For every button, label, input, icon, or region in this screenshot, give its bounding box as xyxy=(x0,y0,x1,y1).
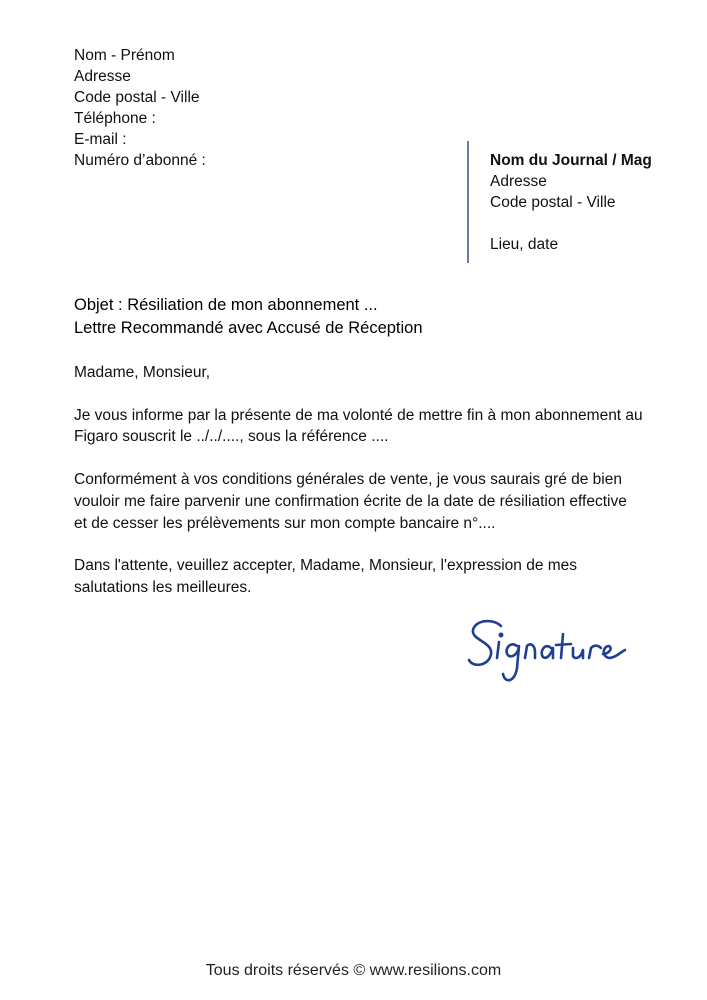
recipient-address: Adresse xyxy=(490,173,547,190)
sender-subscriber-number: Numéro d’abonné : xyxy=(74,152,206,169)
place-date: Lieu, date xyxy=(490,236,559,253)
sender-postal-city: Code postal - Ville xyxy=(74,89,200,106)
sender-name: Nom - Prénom xyxy=(74,47,175,64)
subject-block xyxy=(74,294,423,340)
recipient-divider xyxy=(467,141,469,263)
sender-phone: Téléphone : xyxy=(74,110,156,127)
sender-address: Adresse xyxy=(74,68,131,85)
closing-formula: Dans l'attente, veuillez accepter, Madame, Monsieur, l'expression de mes salutations les meilleures. xyxy=(74,557,578,596)
salutation: Madame, Monsieur, xyxy=(74,364,211,381)
letter-body xyxy=(74,362,644,620)
sender-email: E-mail : xyxy=(74,131,127,148)
subject-line: Objet : Résiliation de mon abonnement ... xyxy=(74,296,378,314)
registered-letter-line: Lettre Recommandé avec Accusé de Réception xyxy=(74,319,423,337)
recipient-name: Nom du Journal / Mag xyxy=(490,152,652,169)
paragraph-request: Conformément à vos conditions générales de vente, je vous saurais gré de bien vouloir me faire parvenir une confirmation écrite de la date de résiliation effective et de cesser les prélèvements sur mon compte bancaire n°.... xyxy=(74,471,627,532)
sender-block xyxy=(74,45,206,171)
recipient-block xyxy=(490,150,652,255)
handwritten-signature xyxy=(463,612,638,692)
footer-copyright: Tous droits réservés © www.resilions.com xyxy=(205,962,502,979)
recipient-postal-city: Code postal - Ville xyxy=(490,194,616,211)
paragraph-intent: Je vous informe par la présente de ma volonté de mettre fin à mon abonnement au Figaro souscrit le ../../...., sous la référence .... xyxy=(74,406,643,446)
